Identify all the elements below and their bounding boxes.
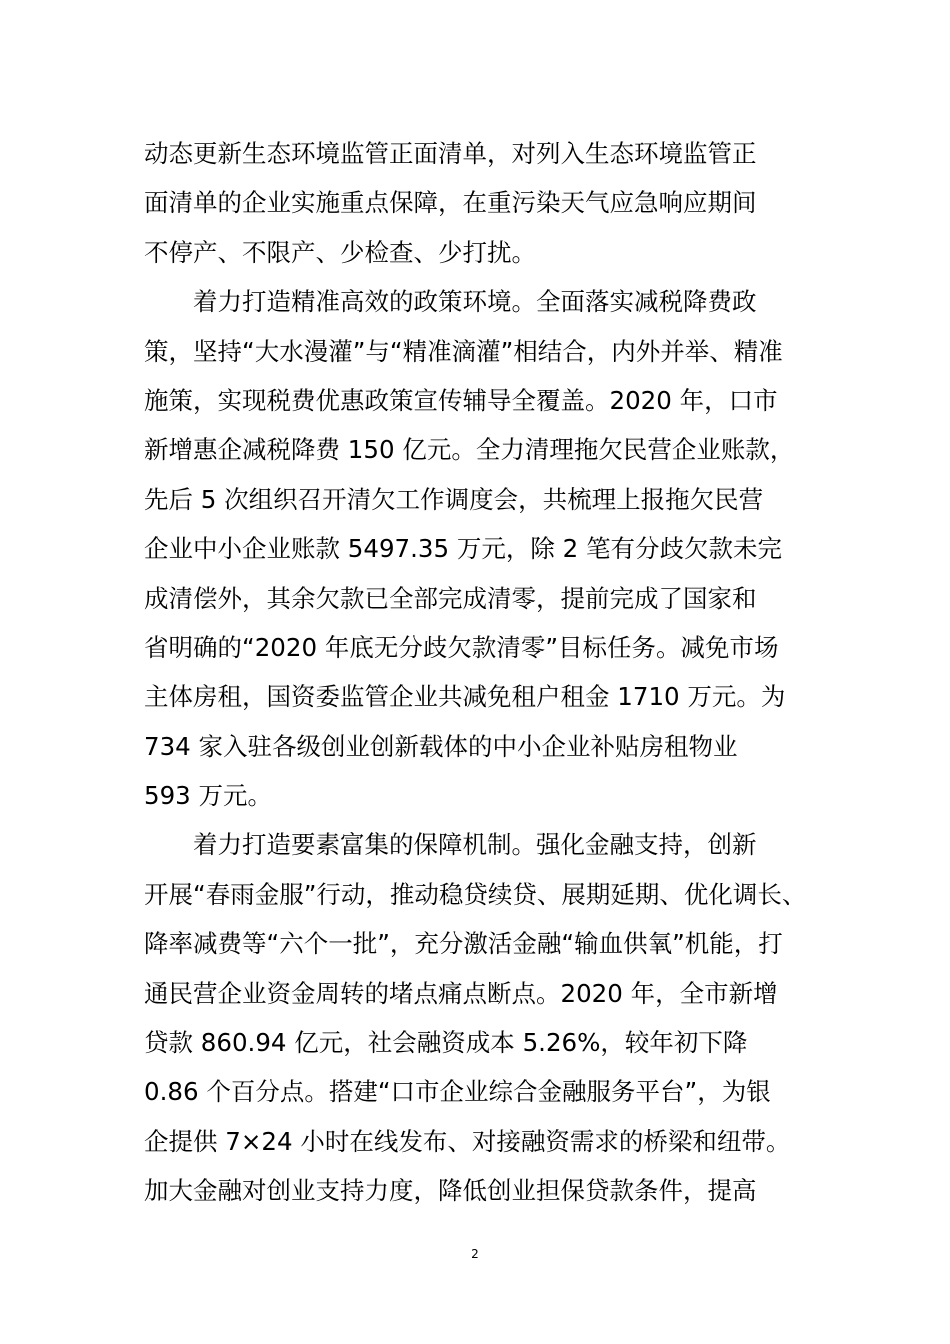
text-line: 不停产、不限产、少检查、少打扰。 xyxy=(144,237,536,267)
text-line: 省明确的“2020 年底无分歧欠款清零”目标任务。减免市场 xyxy=(144,632,779,662)
text-line: 企提供 7×24 小时在线发布、对接融资需求的桥梁和纽带。 xyxy=(144,1126,791,1156)
text-line: 开展“春雨金服”行动，推动稳贷续贷、展期延期、优化调长、 xyxy=(144,879,807,909)
text-line: 策，坚持“大水漫灌”与“精准滴灌”相结合，内外并举、精准 xyxy=(144,336,783,366)
text-line: 成清偿外，其余欠款已全部完成清零，提前完成了国家和 xyxy=(144,583,757,613)
text-line: 734 家入驻各级创业创新载体的中小企业补贴房租物业 xyxy=(144,731,738,761)
page-number: 2 xyxy=(471,1247,479,1261)
text-line: 新增惠企减税降费 150 亿元。全力清理拖欠民营企业账款， xyxy=(144,435,795,465)
text-line: 通民营企业资金周转的堵点痛点断点。2020 年，全市新增 xyxy=(144,978,778,1008)
text-line: 降率减费等“六个一批”，充分激活金融“输血供氧”机能，打 xyxy=(144,929,783,959)
text-line: 贷款 860.94 亿元，社会融资成本 5.26%，较年初下降 xyxy=(144,1028,748,1058)
paragraph-heading-line: 着力打造精准高效的政策环境。全面落实减税降费政 xyxy=(193,287,757,317)
text-line: 施策，实现税费优惠政策宣传辅导全覆盖。2020 年，口市 xyxy=(144,385,778,415)
text-line: 先后 5 次组织召开清欠工作调度会，共梳理上报拖欠民营 xyxy=(144,484,764,514)
body-text xyxy=(144,129,834,1216)
text-line: 593 万元。 xyxy=(144,781,273,811)
text-line: 0.86 个百分点。搭建“口市企业综合金融服务平台”，为银 xyxy=(144,1077,771,1107)
text-line: 主体房租，国资委监管企业共减免租户租金 1710 万元。为 xyxy=(144,682,786,712)
text-line: 加大金融对创业支持力度，降低创业担保贷款条件，提高 xyxy=(144,1176,757,1206)
text-line: 动态更新生态环境监管正面清单，对列入生态环境监管正 xyxy=(144,139,757,168)
text-line: 企业中小企业账款 5497.35 万元，除 2 笔有分歧欠款未完 xyxy=(144,534,783,564)
text-line: 面清单的企业实施重点保障，在重污染天气应急响应期间 xyxy=(144,188,757,218)
paragraph-heading-line: 着力打造要素富集的保障机制。强化金融支持，创新 xyxy=(193,830,757,860)
